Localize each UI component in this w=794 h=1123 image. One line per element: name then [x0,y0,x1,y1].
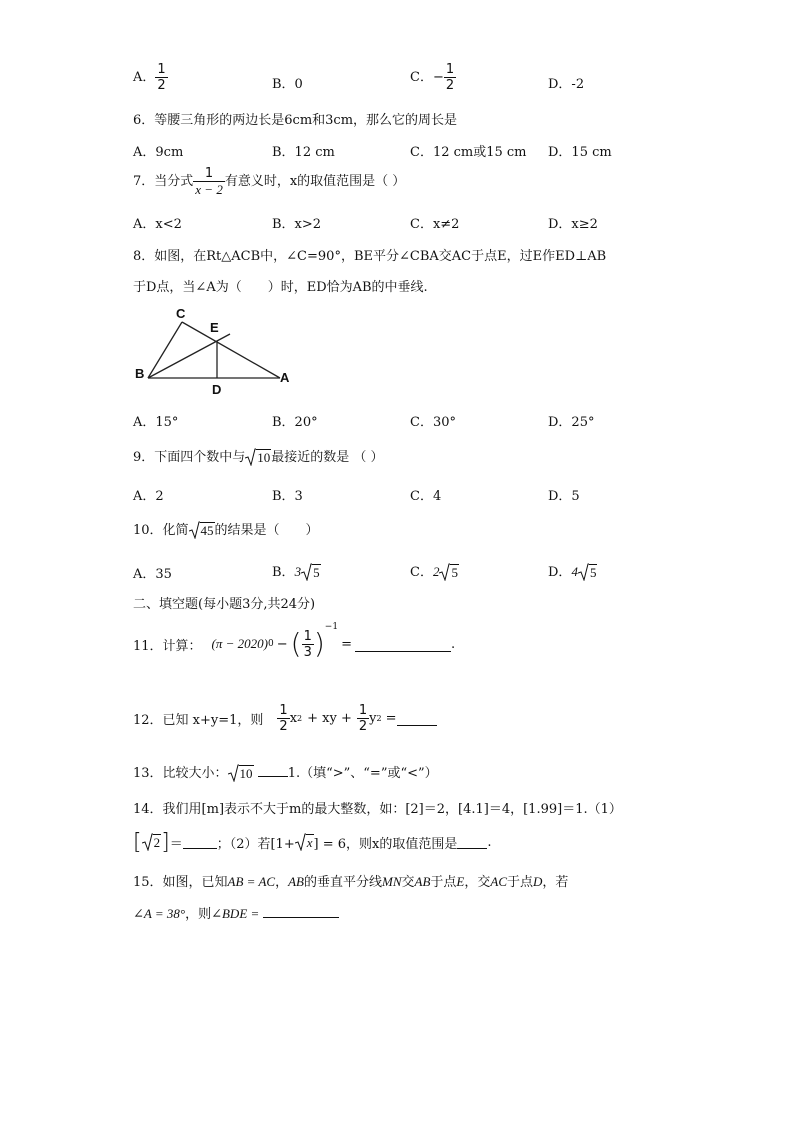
q7-option-b: B．x>2 [272,217,322,232]
q5-option-a: A． $\frac{1}{2}$ [133,62,166,93]
q13-stem: 13．比较大小： 10 1.（填“>”、“=”或“<”） [133,765,438,781]
q7-option-d: D．x≥2 [548,217,598,232]
q8-stem-line2: 于D点，当∠A为（ ）时，ED恰为AB的中垂线. [133,280,428,295]
q14-line2: [ 2 ] ＝ ；（2）若[1+ x ] = 6，则x的取值范围是 . [133,830,492,855]
q14-line1: 14．我们用[m]表示不大于m的最大整数，如：[2]＝2，[4.1]＝4，[1.99]＝1.（1） [133,802,622,817]
q13-answer-blank[interactable] [258,764,288,777]
q12-answer-blank[interactable] [397,711,437,726]
q6-option-b: B．12 cm [272,145,335,160]
q15-line2: ∠A = 38°，则∠BDE = [133,903,339,922]
q9-option-b: B．3 [272,489,303,504]
label-a: A [280,370,290,385]
label-c: C [176,306,186,321]
q10-stem: 10．化简 45的结果是（ ） [133,522,319,538]
q7-stem: 7．当分式 $\frac{1}{x - 2}$ 有意义时，x的取值范围是（ ） [133,166,406,197]
q5-option-b: B．0 [272,77,303,92]
q7-option-a: A．x<2 [133,217,182,232]
q14-answer-blank-1[interactable] [183,836,217,849]
q6-option-a: A．9cm [133,145,184,160]
q5-option-c: C．− $\frac{1}{2}$ [410,62,455,93]
q9-option-a: A．2 [133,489,164,504]
q10-option-a: A．35 [133,567,172,582]
label-e: E [210,320,219,335]
q8-option-a: A．15° [133,415,179,430]
q7-option-c: C．x≠2 [410,217,460,232]
label-b: B [135,366,145,381]
q6-option-d: D．15 cm [548,145,612,160]
q8-option-c: C．30° [410,415,456,430]
q10-option-d: D．4 5 [548,564,597,580]
q8-stem-line1: 8．如图，在Rt△ACB中，∠C=90°，BE平分∠CBA交AC于点E，过E作ED⊥AB [133,249,607,264]
q11-answer-blank[interactable] [355,637,451,652]
q8-triangle-figure [130,300,300,400]
q10-option-c: C．2 5 [410,564,458,580]
line-be [148,334,230,378]
q10-option-b: B．3 5 [272,564,320,580]
label-d: D [212,382,222,397]
q9-option-c: C．4 [410,489,442,504]
section-title: 二、填空题(每小题3分,共24分) [133,597,316,612]
q9-option-d: D．5 [548,489,580,504]
q15-line1: 15．如图，已知AB = AC，AB的垂直平分线MN交AB于点E，交AC于点D，若 [133,874,569,890]
q15-answer-blank[interactable] [263,905,339,918]
q6-option-c: C．12 cm或15 cm [410,145,527,160]
q9-stem: 9．下面四个数中与 10最接近的数是 （ ） [133,449,384,465]
line-ca [182,322,280,378]
q5-option-d: D．-2 [548,77,585,92]
q14-answer-blank-2[interactable] [457,836,487,849]
q6-stem: 6．等腰三角形的两边长是6cm和3cm，那么它的周长是 [133,113,458,128]
q8-option-b: B．20° [272,415,318,430]
q11-stem: 11．计算： (π − 2020) 0 − ( $\frac{1}{3}$ ) $^{-1}$ = . [133,622,456,660]
q8-option-d: D．25° [548,415,595,430]
q12-stem: 12．已知 x+y=1，则 $\frac{1}{2}$ x 2 + xy + $\frac{1}{2}$ y 2 = [133,698,437,738]
